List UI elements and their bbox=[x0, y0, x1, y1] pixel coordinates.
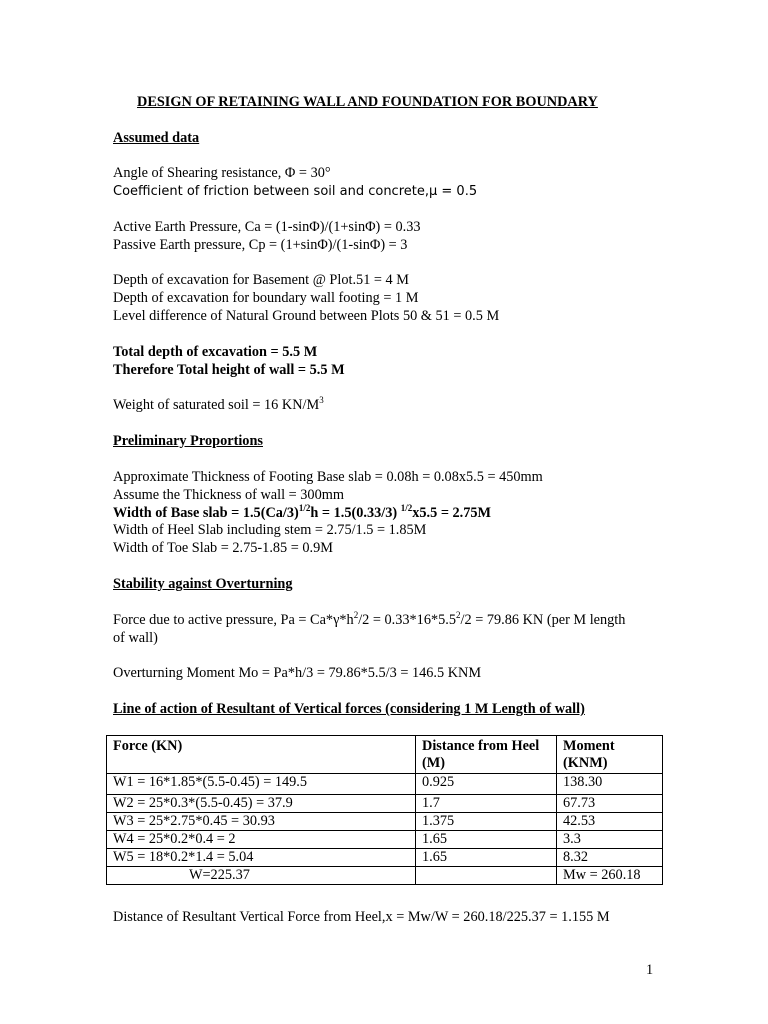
level-difference-text: Level difference of Natural Ground between Plots 50 & 51 = 0.5 M bbox=[113, 308, 500, 324]
table-row bbox=[107, 831, 663, 849]
table-cell-force: W3 = 25*2.75*0.45 = 30.93 bbox=[107, 813, 416, 831]
heel-slab-width-text: Width of Heel Slab including stem = 2.75/1.5 = 1.85M bbox=[113, 522, 427, 538]
table-cell-moment: 138.30 bbox=[557, 774, 663, 795]
table-cell-force: W2 = 25*0.3*(5.5-0.45) = 37.9 bbox=[107, 795, 416, 813]
table-cell-distance: 1.375 bbox=[416, 813, 557, 831]
overturning-moment-text: Overturning Moment Mo = Pa*h/3 = 79.86*5.5/3 = 146.5 KNM bbox=[113, 665, 482, 681]
total-height-text: Therefore Total height of wall = 5.5 M bbox=[113, 362, 345, 378]
table-cell-moment: 42.53 bbox=[557, 813, 663, 831]
assumed-data-heading: Assumed data bbox=[113, 130, 200, 146]
table-cell-force: W4 = 25*0.2*0.4 = 2 bbox=[107, 831, 416, 849]
active-force-text: Force due to active pressure, $Pa = Ca*\gamma*h^2/2 = 0.33*16*5.5^2/2 = 79.86$ KN (per M length bbox=[113, 610, 626, 628]
table-row bbox=[107, 849, 663, 867]
total-force-cell: W=225.37 bbox=[107, 867, 416, 885]
active-force-text-continued: of wall) bbox=[113, 630, 158, 646]
vertical-forces-table bbox=[106, 735, 663, 885]
table-cell-force: W1 = 16*1.85*(5.5-0.45) = 149.5 bbox=[107, 774, 416, 795]
preliminary-proportions-heading: Preliminary Proportions bbox=[113, 433, 263, 449]
table-cell-distance: 1.65 bbox=[416, 849, 557, 867]
soil-weight-superscript: 3 bbox=[319, 395, 324, 406]
base-slab-width-text: Width of Base slab = $1.5(Ca/3)^{1/2}h = 1.5(0.33/3) ^{1/2}x5.5 = 2.75M$ bbox=[113, 503, 492, 521]
table-cell-distance: 1.7 bbox=[416, 795, 557, 813]
soil-weight-text: Weight of saturated soil = 16 $KN/M^3$ bbox=[113, 395, 324, 413]
table-row bbox=[107, 813, 663, 831]
depth-basement-text: Depth of excavation for Basement @ Plot.51 = 4 M bbox=[113, 272, 409, 288]
table-row bbox=[107, 774, 663, 795]
wall-thickness-text: Assume the Thickness of wall = 300mm bbox=[113, 487, 344, 503]
table-cell-moment: 3.3 bbox=[557, 831, 663, 849]
toe-slab-width-text: Width of Toe Slab = 2.75-1.85 = 0.9M bbox=[113, 540, 333, 556]
total-depth-text: Total depth of excavation = 5.5 M bbox=[113, 344, 318, 360]
resultant-heading: Line of action of Resultant of Vertical forces (considering 1 M Length of wall) bbox=[113, 701, 585, 717]
table-cell-distance: 0.925 bbox=[416, 774, 557, 795]
page-title: DESIGN OF RETAINING WALL AND FOUNDATION FOR BOUNDARY bbox=[137, 94, 598, 110]
active-pressure-text: Active Earth Pressure, Ca = (1-sinΦ)/(1+sinΦ) = 0.33 bbox=[113, 219, 421, 235]
header-force: Force (KN) bbox=[107, 736, 416, 774]
resultant-distance-text: Distance of Resultant Vertical Force from Heel,x = Mw/W = 260.18/225.37 = 1.155 M bbox=[113, 909, 610, 925]
header-moment: Moment (KNM) bbox=[557, 736, 663, 774]
total-distance-cell bbox=[416, 867, 557, 885]
angle-of-shearing-text: Angle of Shearing resistance, Φ = 30° bbox=[113, 165, 331, 181]
passive-pressure-text: Passive Earth pressure, Cp = (1+sinΦ)/(1-sinΦ) = 3 bbox=[113, 237, 408, 253]
overturning-heading: Stability against Overturning bbox=[113, 576, 293, 592]
footing-thickness-text: Approximate Thickness of Footing Base slab = 0.08h = 0.08x5.5 = 450mm bbox=[113, 469, 543, 485]
page-number: 1 bbox=[646, 962, 654, 978]
table-cell-moment: 8.32 bbox=[557, 849, 663, 867]
header-distance: Distance from Heel (M) bbox=[416, 736, 557, 774]
table-cell-moment: 67.73 bbox=[557, 795, 663, 813]
table-row bbox=[107, 795, 663, 813]
table-cell-force: W5 = 18*0.2*1.4 = 5.04 bbox=[107, 849, 416, 867]
table-total-row bbox=[107, 867, 663, 885]
table-cell-distance: 1.65 bbox=[416, 831, 557, 849]
depth-footing-text: Depth of excavation for boundary wall footing = 1 M bbox=[113, 290, 419, 306]
table-header-row bbox=[107, 736, 663, 774]
total-moment-cell: Mw = 260.18 bbox=[557, 867, 663, 885]
friction-coefficient-text: Coefficient of friction between soil and concrete,μ = 0.5 bbox=[113, 184, 478, 199]
